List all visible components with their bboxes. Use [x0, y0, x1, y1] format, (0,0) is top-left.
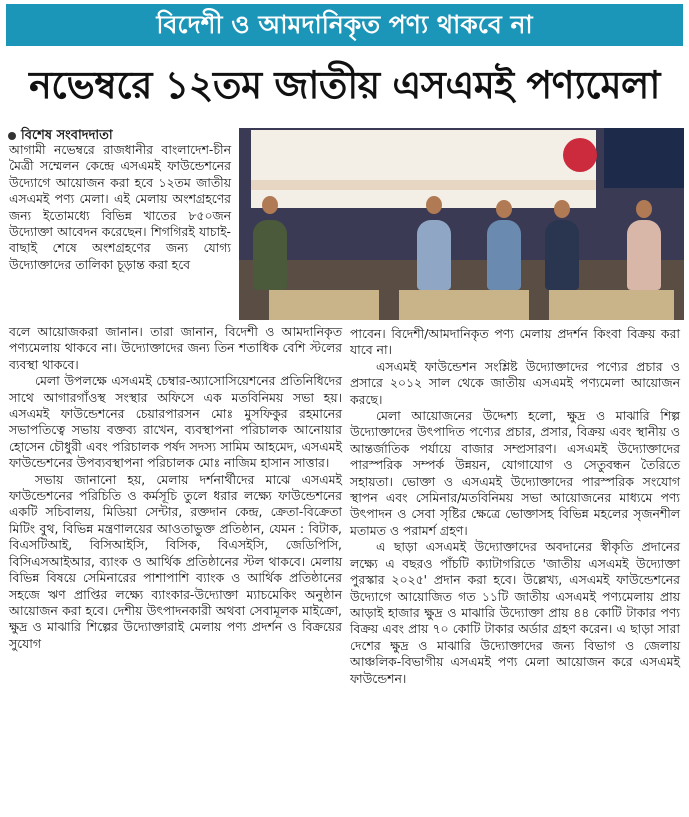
backdrop-band [251, 180, 596, 190]
bullet-icon [8, 132, 16, 140]
panelist-2 [417, 220, 451, 290]
table-center [399, 290, 529, 320]
panelist-3-head [496, 200, 512, 218]
paragraph-1: আগামী নভেম্বরে রাজধানীর বাংলাদেশ-চীন মৈত্রী সম্মেলন কেন্দ্রে এসএমই ফাউন্ডেশনের উদ্যোগে আয়োজন করা হবে ১২তম জাতীয় এসএমই পণ্য মেলা। এই মেলায় অংশগ্রহণের জন্য ইতোমধ্যে বিভিন্ন খাতের ৮৫০জন উদ্যোক্তা আবেদন করেছেন। শিগগিরই যাচাই-বাছাই শেষে অংশগ্রহণের জন্য যোগ্য উদ্যোক্তাদের তালিকা চূড়ান্ত করা হবে [9, 142, 231, 272]
article-column-left-bottom [9, 324, 342, 652]
table-left [269, 290, 379, 320]
paragraph-6: এ ছাড়া এসএমই উদ্যোক্তাদের অবদানের স্বীকৃতি প্রদানের লক্ষ্যে এ বছরও পাঁচটি ক্যাটাগরিতে 'জাতীয় এসএমই উদ্যোক্তা পুরস্কার ২০২৫' প্রদান করা হবে। উল্লেখ্য, এসএমই ফাউন্ডেশনের উদ্যোগে আয়োজিত গত ১১টি জাতীয় এসএমই পণ্যমেলায় প্রায় আড়াই হাজার ক্ষুদ্র ও মাঝারি উদ্যোক্তা প্রায় ৪৪ কোটি টাকার পণ্য বিক্রয় এবং প্রায় ৭০ কোটি টাকার অর্ডার গ্রহণ করেন। এ ছাড়া সারা দেশের ক্ষুদ্র ও মাঝারি উদ্যোক্তাদের জন্য বিভাগ ও জেলায় আঞ্চলিক-বিভাগীয় এসএমই পণ্য মেলা আয়োজন করে এসএমই ফাউন্ডেশন। [350, 539, 680, 686]
screen-panel [604, 128, 684, 188]
paragraph-4: এসএমই ফাউন্ডেশন সংশ্লিষ্ট উদ্যোক্তাদের পণ্যের প্রচার ও প্রসারে ২০১২ সাল থেকে জাতীয় এসএমই পণ্যমেলা আয়োজন করছে। [350, 358, 680, 407]
table-right [549, 290, 674, 320]
panelist-1-head [262, 196, 278, 214]
event-photo [239, 128, 684, 320]
panelist-4 [545, 220, 579, 290]
panelist-2-head [426, 196, 442, 214]
stage-backdrop [251, 130, 596, 208]
panelist-1 [253, 220, 287, 290]
paragraph-1-continued: বলে আয়োজকরা জানান। তারা জানান, বিদেশী ও আমদানিকৃত পণ্যমেলায় থাকবে না। উদ্যোক্তাদের জন্য তিন শতাধিক বেশি স্টলের ব্যবস্থা থাকবে। [9, 324, 342, 372]
paragraph-2: মেলা উপলক্ষে এসএমই চেম্বার-অ্যাসোসিয়েশনের প্রতিনিধিদের সাথে আগারগাঁওস্থ সংস্থার অফিসে এক মতবিনিময় সভা হয়। এসএমই ফাউন্ডেশনের চেয়ারপারসন মোঃ মুসফিকুর রহমানের সভাপতিত্বে সভায় বক্তব্য রাখেন, ব্যবস্থাপনা পরিচালক আনোয়ার হোসেন চৌধুরী এবং পরিচালক পর্ষদ সদস্য সামিম আহমেদ, এসএমই ফাউন্ডেশনের উপব্যবস্থাপনা পরিচালক মোঃ নাজিম হাসান সাত্তার। [9, 373, 342, 471]
article-headline: নভেম্বরে ১২তম জাতীয় এসএমই পণ্যমেলা [29, 63, 660, 107]
panelist-5 [627, 220, 661, 290]
byline-text: বিশেষ সংবাদদাতা [21, 128, 113, 143]
panelist-4-head [554, 200, 570, 218]
paragraph-3: সভায় জানানো হয়, মেলায় দর্শনার্থীদের মাঝে এসএমই ফাউন্ডেশনের পরিচিতি ও কর্মসূচি তুলে ধরার লক্ষ্যে ফাউন্ডেশনের একটি সচিবালয়, মিডিয়া সেন্টার, রক্তদান কেন্দ্র, ক্রেতা-বিক্রেতা মিটিং বুথ, বিভিন্ন মন্ত্রণালয়ের আওতাভুক্ত প্রতিষ্ঠান, যেমন : বিটাক, বিএসটিআই, বিসিআইসি, বিসিক, বিএসইসি, জেডিপিসি, বিসিএসআইআর, ব্যাংক ও আর্থিক প্রতিষ্ঠানের স্টল থাকবে। মেলায় বিভিন্ন বিষয়ে সেমিনারের পাশাপাশি ব্যাংক ও আর্থিক প্রতিষ্ঠানের সহজে ঋণ প্রাপ্তির লক্ষ্যে ব্যাংকার-উদ্যোক্তা ম্যাচমেকিং অনুষ্ঠান আয়োজন করা হবে। দেশীয় উৎপাদনকারী অথবা সেবামূলক মাইক্রো, ক্ষুদ্র ও মাঝারি শিল্পের উদ্যোক্তারাই মেলায় পণ্য প্রদর্শন ও বিক্রয়ের সুযোগ [9, 471, 342, 651]
paragraph-5: মেলা আয়োজনের উদ্দেশ্য হলো, ক্ষুদ্র ও মাঝারি শিল্প উদ্যোক্তাদের উৎপাদিত পণ্যের প্রচার, প্রসার, বিক্রয় এবং স্থানীয় ও আন্তর্জাতিক পর্যায়ে বাজার সম্প্রসারণ। এসএমই উদ্যোক্তাদের পারস্পরিক সম্পর্ক উন্নয়ন, যোগাযোগ ও সেতুবন্ধন তৈরিতে সহায়তা। ভোক্তা ও এসএমই উদ্যোক্তাদের পারস্পরিক সংযোগ স্থাপন এবং সেমিনার/মতবিনিময় সভা আয়োজনের মাধ্যমে পণ্য উৎপাদন ও সেবা সৃষ্টির ক্ষেত্রে ভোক্তাসহ বিভিন্ন মহলের সৃজনশীল মতামত ও পরামর্শ গ্রহণ। [350, 408, 680, 538]
article-column-left-top [9, 142, 231, 273]
article-column-right [350, 326, 680, 687]
panelist-5-head [636, 200, 652, 218]
paragraph-3-continued: পাবেন। বিদেশী/আমদানিকৃত পণ্য মেলায় প্রদর্শন কিংবা বিক্রয় করা যাবে না। [350, 326, 680, 358]
panelist-3 [487, 220, 521, 290]
section-banner: বিদেশী ও আমদানিকৃত পণ্য থাকবে না [6, 4, 683, 46]
event-logo [563, 138, 597, 172]
